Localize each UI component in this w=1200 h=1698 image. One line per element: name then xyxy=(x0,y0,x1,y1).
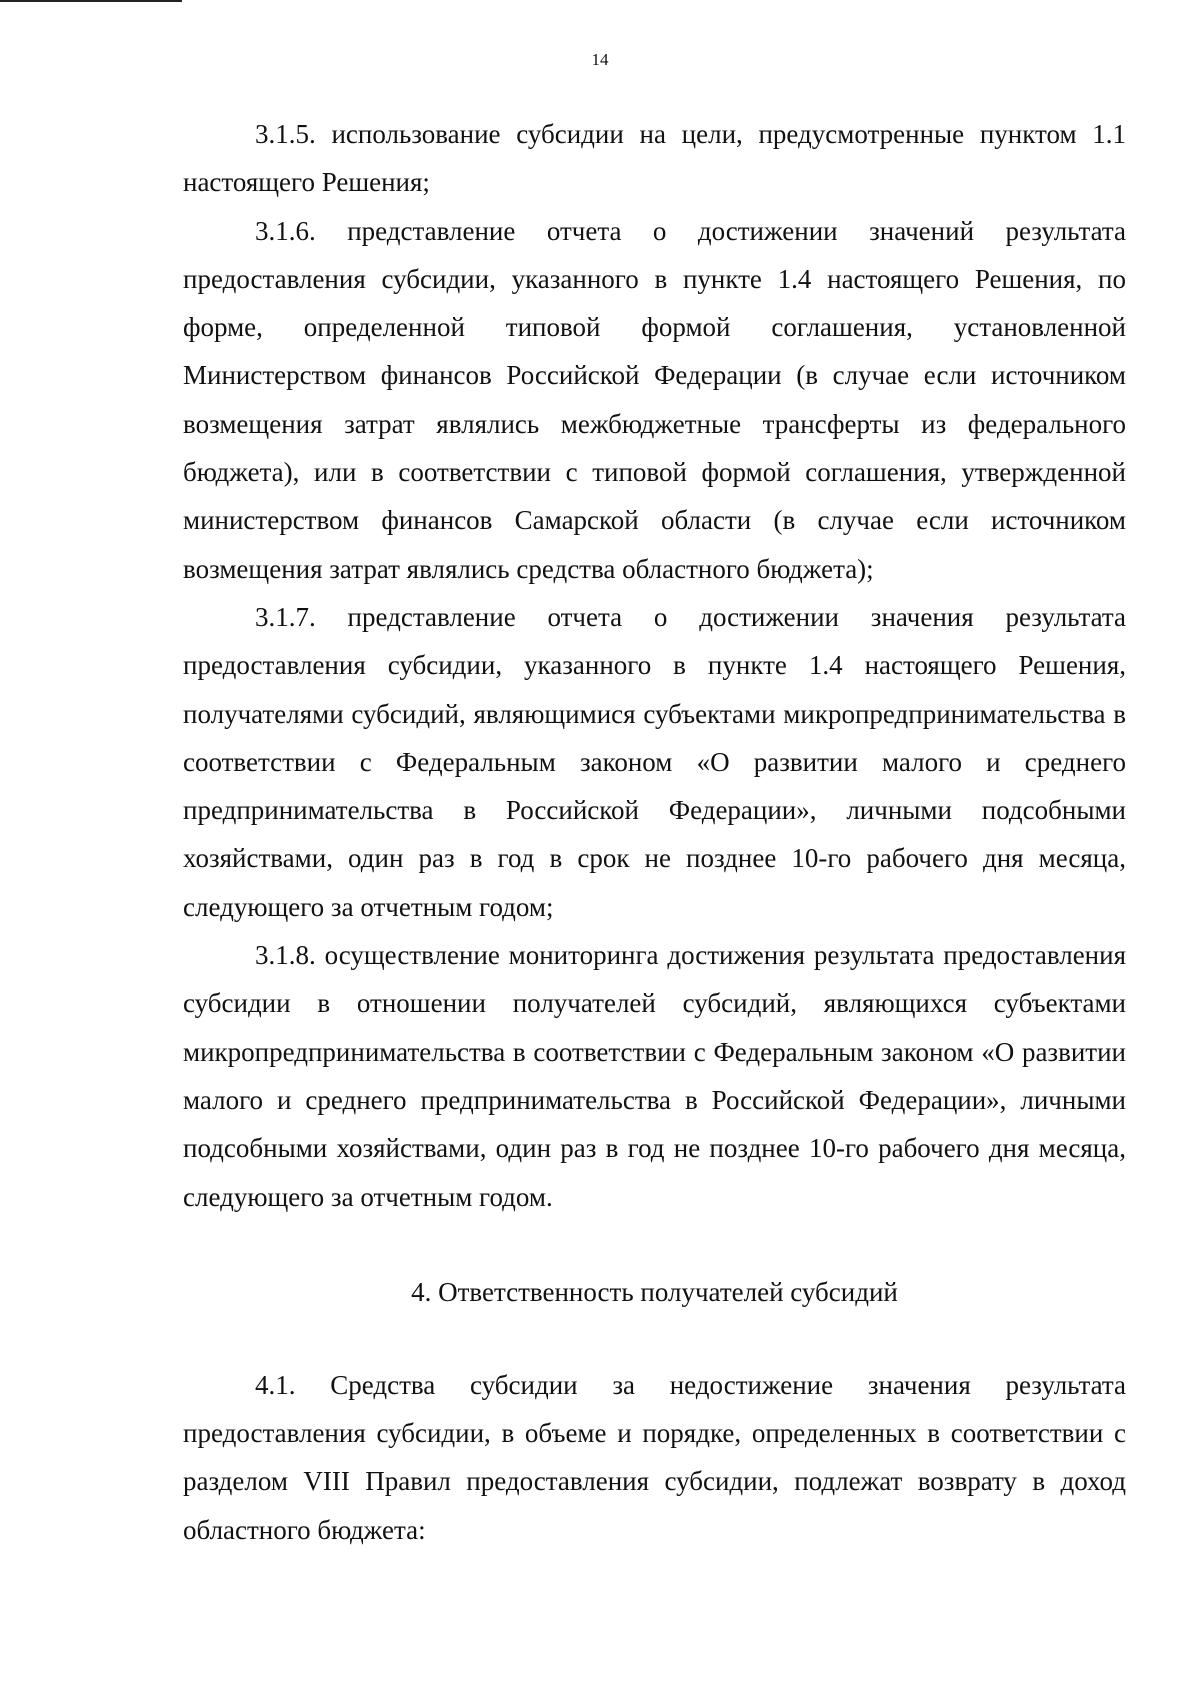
paragraph-3-1-7: 3.1.7. представление отчета о достижении значения результата предоставления субсидии, указанного в пункте 1.4 настоящего Решения, получателями субсидий, являющимися субъектами микропредпринимательства в соответствии с Федеральным законом «О развитии малого и среднего предпринимательства в Российской Федерации», личными подсобными хозяйствами, один раз в год в срок не позднее 10-го рабочего дня месяца, следующего за отчетным годом; xyxy=(183,601,1126,922)
paragraph-3-1-5: 3.1.5. использование субсидии на цели, предусмотренные пунктом 1.1 настоящего Решения; xyxy=(183,119,1126,198)
section-heading: 4. Ответственность получателей субсидий xyxy=(411,1276,898,1307)
top-divider xyxy=(0,0,182,2)
page-number: 14 xyxy=(591,50,609,69)
paragraph-4-1: 4.1. Средства субсидии за недостижение значения результата предоставления субсидии, в объеме и порядке, определенных в соответствии с разделом VIII Правил предоставления субсидии, подлежат возврату в доход областного бюджета: xyxy=(183,1369,1126,1545)
paragraph-3-1-8: 3.1.8. осуществление мониторинга достижения результата предоставления субсидии в отношении получателей субсидий, являющихся субъектами микропредпринимательства в соответствии с Федеральным законом «О развитии малого и среднего предпринимательства в Российской Федерации», личными подсобными хозяйствами, один раз в год не позднее 10-го рабочего дня месяца, следующего за отчетным годом. xyxy=(183,940,1126,1212)
document-body xyxy=(183,110,1126,1554)
paragraph-3-1-6: 3.1.6. представление отчета о достижении значений результата предоставления субсидии, указанного в пункте 1.4 настоящего Решения, по форме, определенной типовой формой соглашения, установленной Министерством финансов Российской Федерации (в случае если источником возмещения затрат являлись межбюджетные трансферты из федерального бюджета), или в соответствии с типовой формой соглашения, утвержденной министерством финансов Самарской области (в случае если источником возмещения затрат являлись средства областного бюджета); xyxy=(183,215,1126,584)
